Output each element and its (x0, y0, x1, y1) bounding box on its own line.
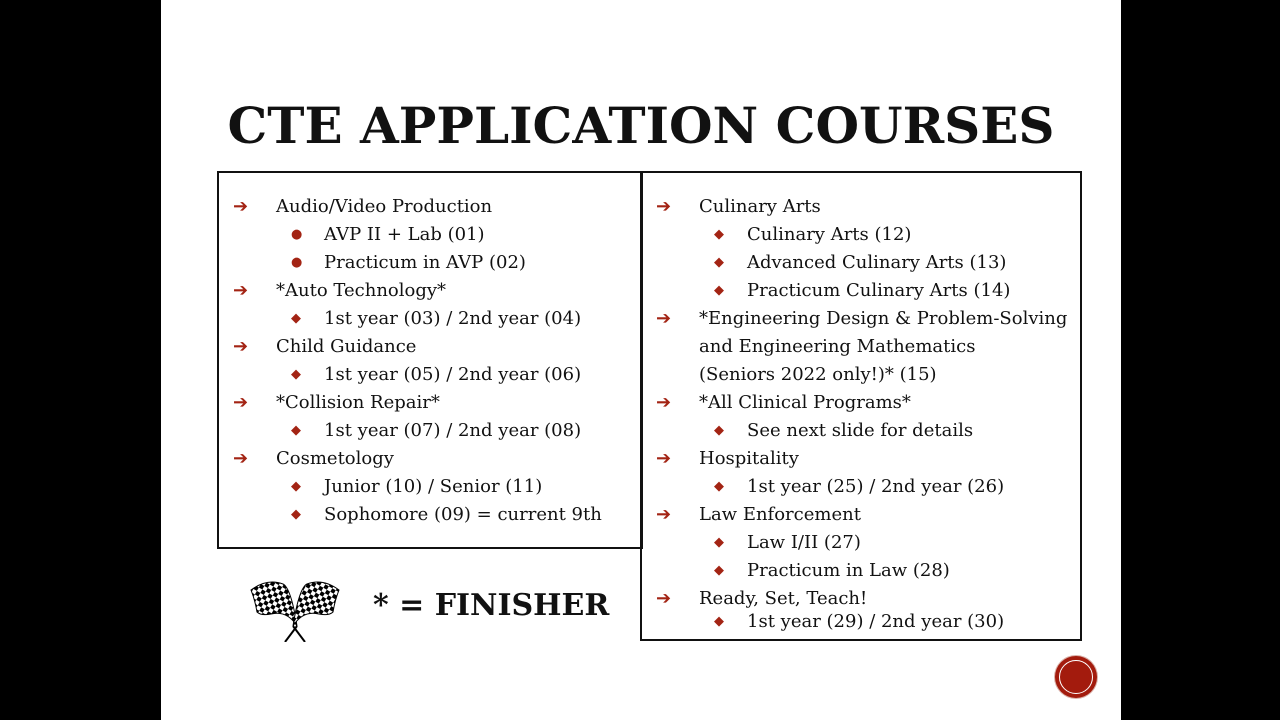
course-text: Ready, Set, Teach! (699, 588, 868, 609)
diamond-bullet-icon: ◆ (291, 507, 301, 522)
course-text: Child Guidance (276, 336, 417, 357)
arrow-bullet-icon: ➔ (656, 392, 672, 413)
finisher-legend: * = FINISHER (373, 588, 610, 623)
course-category-continued (642, 333, 1080, 361)
diamond-bullet-icon: ◆ (291, 367, 301, 382)
course-item (219, 361, 641, 389)
course-category (642, 305, 1080, 333)
course-item (219, 221, 641, 249)
dot-bullet-icon: ● (291, 255, 303, 270)
arrow-bullet-icon: ➔ (656, 504, 672, 525)
dot-bullet-icon: ● (291, 227, 303, 242)
course-item (642, 249, 1080, 277)
course-text: 1st year (29) / 2nd year (30) (747, 611, 1005, 632)
course-text: See next slide for details (747, 420, 974, 441)
arrow-bullet-icon: ➔ (233, 448, 249, 469)
diamond-bullet-icon: ◆ (714, 614, 724, 629)
course-text: Sophomore (09) = current 9th (324, 504, 602, 525)
course-category (219, 193, 641, 221)
course-category (219, 389, 641, 417)
course-item (219, 417, 641, 445)
course-text: Advanced Culinary Arts (13) (747, 252, 1007, 273)
course-text: Law Enforcement (699, 504, 861, 525)
course-category (642, 389, 1080, 417)
course-item (642, 473, 1080, 501)
slide-title: CTE APPLICATION COURSES (227, 96, 1055, 155)
course-item (642, 529, 1080, 557)
course-text: Practicum Culinary Arts (14) (747, 280, 1011, 301)
course-text: Practicum in AVP (02) (324, 252, 526, 273)
course-text: Junior (10) / Senior (11) (324, 476, 543, 497)
checkered-flags-icon (247, 576, 343, 642)
course-item (642, 557, 1080, 585)
course-item (642, 417, 1080, 445)
arrow-bullet-icon: ➔ (233, 392, 249, 413)
course-text: *Auto Technology* (276, 280, 447, 301)
course-item (642, 277, 1080, 305)
course-text: *All Clinical Programs* (699, 392, 911, 413)
course-category-continued (642, 361, 1080, 389)
course-item (219, 305, 641, 333)
course-text: (Seniors 2022 only!)* (15) (699, 364, 937, 385)
diamond-bullet-icon: ◆ (714, 283, 724, 298)
course-category (642, 193, 1080, 221)
course-item (219, 501, 641, 529)
course-category (219, 445, 641, 473)
course-text: Culinary Arts (12) (747, 224, 912, 245)
course-text: and Engineering Mathematics (699, 336, 976, 357)
slide (161, 0, 1121, 720)
course-text: 1st year (07) / 2nd year (08) (324, 420, 582, 441)
arrow-bullet-icon: ➔ (656, 588, 672, 609)
course-text: Culinary Arts (699, 196, 821, 217)
arrow-bullet-icon: ➔ (233, 196, 249, 217)
course-text: Practicum in Law (28) (747, 560, 950, 581)
arrow-bullet-icon: ➔ (233, 336, 249, 357)
course-text: 1st year (03) / 2nd year (04) (324, 308, 582, 329)
course-text: 1st year (25) / 2nd year (26) (747, 476, 1005, 497)
course-text: Law I/II (27) (747, 532, 861, 553)
diamond-bullet-icon: ◆ (291, 479, 301, 494)
course-item (642, 608, 1080, 631)
right-course-box (640, 171, 1082, 641)
course-text: *Collision Repair* (276, 392, 440, 413)
diamond-bullet-icon: ◆ (714, 563, 724, 578)
course-item (219, 249, 641, 277)
course-item (642, 221, 1080, 249)
course-category (642, 501, 1080, 529)
course-text: AVP II + Lab (01) (324, 224, 485, 245)
arrow-bullet-icon: ➔ (656, 448, 672, 469)
course-category (219, 277, 641, 305)
diamond-bullet-icon: ◆ (714, 479, 724, 494)
left-course-list (219, 193, 641, 529)
course-text: Audio/Video Production (276, 196, 493, 217)
course-item (219, 473, 641, 501)
course-text: Cosmetology (276, 448, 394, 469)
course-category (642, 445, 1080, 473)
left-course-box (217, 171, 643, 549)
diamond-bullet-icon: ◆ (714, 423, 724, 438)
diamond-bullet-icon: ◆ (714, 255, 724, 270)
arrow-bullet-icon: ➔ (656, 196, 672, 217)
arrow-bullet-icon: ➔ (233, 280, 249, 301)
arrow-bullet-icon: ➔ (656, 308, 672, 329)
course-text: *Engineering Design & Problem-Solving (699, 308, 1068, 329)
course-category (642, 585, 1080, 608)
course-category (219, 333, 641, 361)
diamond-bullet-icon: ◆ (714, 535, 724, 550)
diamond-bullet-icon: ◆ (291, 311, 301, 326)
course-text: 1st year (05) / 2nd year (06) (324, 364, 582, 385)
course-text: Hospitality (699, 448, 799, 469)
right-course-list (642, 193, 1080, 631)
diamond-bullet-icon: ◆ (291, 423, 301, 438)
slide-nav-button[interactable] (1055, 656, 1097, 698)
diamond-bullet-icon: ◆ (714, 227, 724, 242)
